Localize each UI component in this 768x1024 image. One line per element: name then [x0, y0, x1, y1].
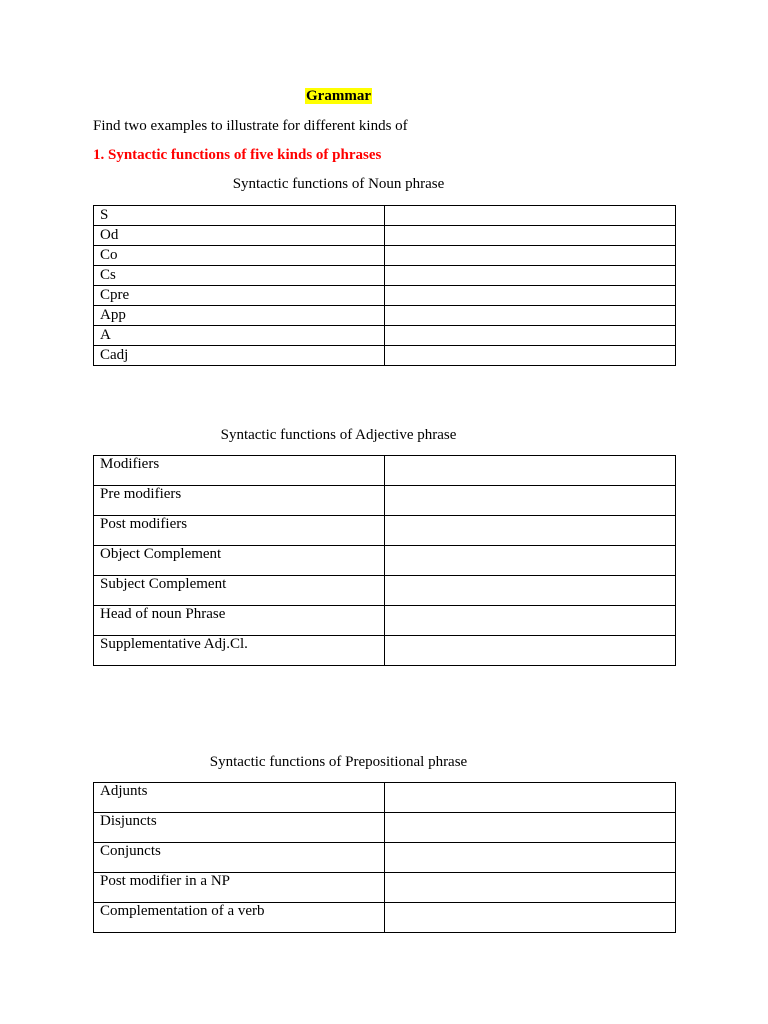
- function-label: Cadj: [94, 346, 385, 366]
- table-row: [94, 306, 676, 326]
- example-cell[interactable]: [385, 206, 676, 226]
- function-label: S: [94, 206, 385, 226]
- function-label: Post modifier in a NP: [94, 873, 385, 903]
- page-title-text: Grammar: [306, 88, 371, 104]
- example-cell[interactable]: [385, 546, 676, 576]
- example-cell[interactable]: [385, 873, 676, 903]
- function-label: Cpre: [94, 286, 385, 306]
- function-label: Cs: [94, 266, 385, 286]
- example-cell[interactable]: [385, 783, 676, 813]
- section-heading: 1. Syntactic functions of five kinds of phrases: [93, 147, 382, 163]
- example-cell[interactable]: [385, 286, 676, 306]
- function-label: Head of noun Phrase: [94, 606, 385, 636]
- function-label: Object Complement: [94, 546, 385, 576]
- function-label: Disjuncts: [94, 813, 385, 843]
- example-cell[interactable]: [385, 266, 676, 286]
- function-label: Subject Complement: [94, 576, 385, 606]
- table-row: [94, 873, 676, 903]
- table-row: [94, 813, 676, 843]
- example-cell[interactable]: [385, 903, 676, 933]
- intro-text: Find two examples to illustrate for different kinds of: [93, 118, 408, 134]
- function-label: App: [94, 306, 385, 326]
- adjective-phrase-caption: Syntactic functions of Adjective phrase: [220, 427, 457, 443]
- function-label: Conjuncts: [94, 843, 385, 873]
- table-row: [94, 576, 676, 606]
- noun-phrase-table: [93, 205, 676, 366]
- table-row: [94, 246, 676, 266]
- table-row: [94, 346, 676, 366]
- table-row: [94, 326, 676, 346]
- table-row: [94, 783, 676, 813]
- example-cell[interactable]: [385, 226, 676, 246]
- table-row: [94, 606, 676, 636]
- table-row: [94, 843, 676, 873]
- example-cell[interactable]: [385, 486, 676, 516]
- table-row: [94, 226, 676, 246]
- example-cell[interactable]: [385, 456, 676, 486]
- table-row: [94, 546, 676, 576]
- table-row: [94, 903, 676, 933]
- function-label: Pre modifiers: [94, 486, 385, 516]
- example-cell[interactable]: [385, 346, 676, 366]
- function-label: Post modifiers: [94, 516, 385, 546]
- table-row: [94, 206, 676, 226]
- table-row: [94, 486, 676, 516]
- example-cell[interactable]: [385, 576, 676, 606]
- function-label: Co: [94, 246, 385, 266]
- page-title: [0, 87, 677, 106]
- function-label: Supplementative Adj.Cl.: [94, 636, 385, 666]
- prepositional-phrase-table: [93, 782, 676, 933]
- noun-phrase-caption: Syntactic functions of Noun phrase: [232, 176, 445, 192]
- function-label: Od: [94, 226, 385, 246]
- function-label: Complementation of a verb: [94, 903, 385, 933]
- example-cell[interactable]: [385, 516, 676, 546]
- table-row: [94, 286, 676, 306]
- example-cell[interactable]: [385, 326, 676, 346]
- example-cell[interactable]: [385, 306, 676, 326]
- table-row: [94, 636, 676, 666]
- function-label: A: [94, 326, 385, 346]
- table-row: [94, 266, 676, 286]
- example-cell[interactable]: [385, 246, 676, 266]
- function-label: Modifiers: [94, 456, 385, 486]
- example-cell[interactable]: [385, 843, 676, 873]
- function-label: Adjunts: [94, 783, 385, 813]
- example-cell[interactable]: [385, 813, 676, 843]
- table-row: [94, 516, 676, 546]
- example-cell[interactable]: [385, 606, 676, 636]
- prepositional-phrase-caption: Syntactic functions of Prepositional phrase: [209, 754, 468, 770]
- example-cell[interactable]: [385, 636, 676, 666]
- table-row: [94, 456, 676, 486]
- adjective-phrase-table: [93, 455, 676, 666]
